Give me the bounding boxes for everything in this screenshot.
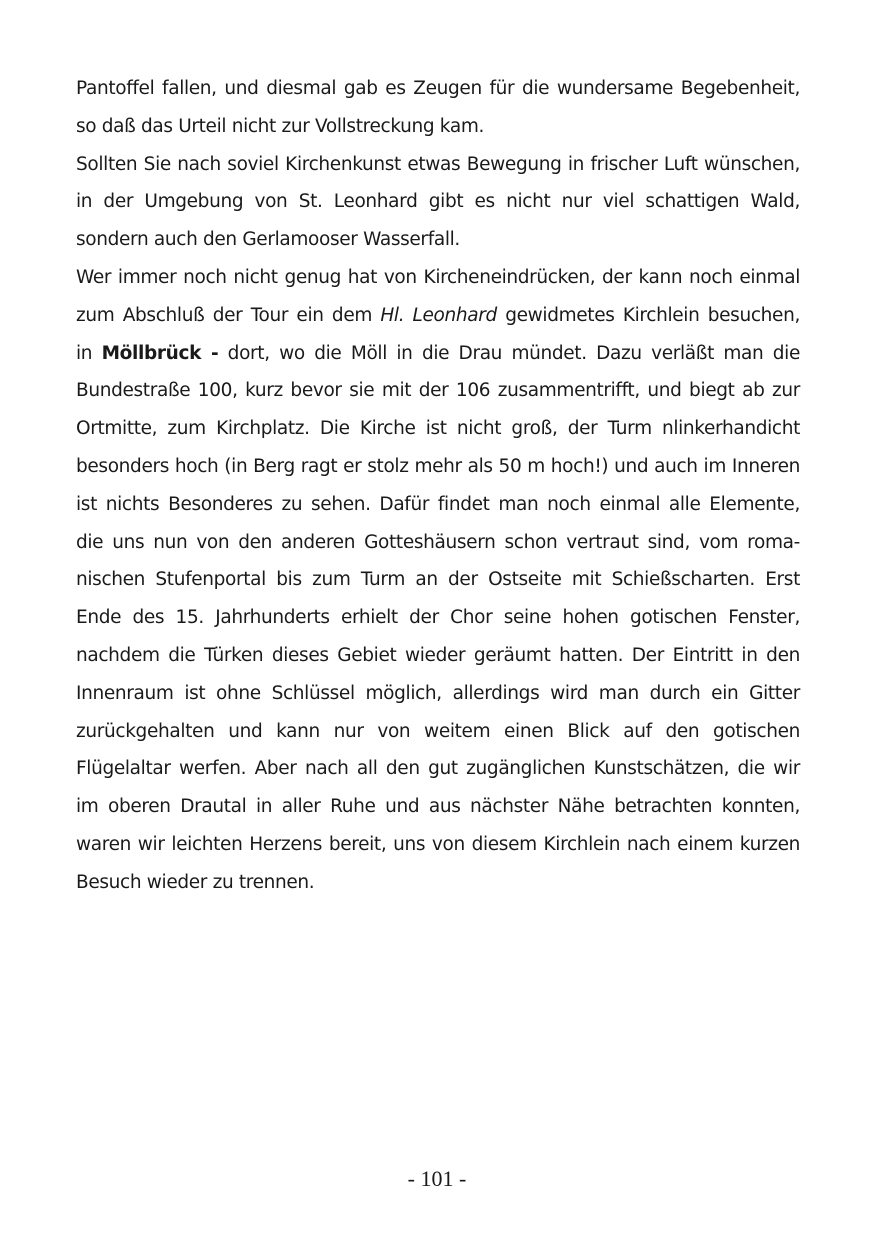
text-line: nachdem die Türken dieses Gebiet wieder geräumt hatten. Der Eintritt in den: [76, 644, 800, 666]
text-line: Besuch wieder zu trennen.: [76, 871, 315, 893]
text-segment: gewidmetes Kirchlein besuchen,: [496, 304, 800, 326]
text-line: Flügelaltar werfen. Aber nach all den gut zugänglichen Kunstschätzen, die wir: [76, 758, 800, 780]
text-line: sondern auch den Gerlamooser Wasserfall.: [76, 229, 460, 251]
paragraph-3: [76, 259, 800, 902]
text-line: Bundestraße 100, kurz bevor sie mit der 106 zusammentrifft, und biegt ab zur: [76, 380, 800, 402]
text-line: ist nichts Besonderes zu sehen. Dafür findet man noch einmal alle Elemente,: [76, 493, 800, 515]
text-line: Innenraum ist ohne Schlüssel möglich, allerdings wird man durch ein Gitter: [76, 682, 800, 704]
page-number: - 101 -: [407, 1166, 467, 1191]
body-text: [76, 70, 800, 902]
text-line: waren wir leichten Herzens bereit, uns von diesem Kirchlein nach einem kurzen: [76, 833, 800, 855]
text-line-with-bold: [76, 335, 800, 373]
paragraph-1: [76, 70, 800, 146]
text-line: zurückgehalten und kann nur von weitem einen Blick auf den gotischen: [76, 720, 800, 742]
text-line: im oberen Drautal in aller Ruhe und aus nächster Nähe betrachten konnten,: [76, 796, 800, 818]
text-line: Ortmitte, zum Kirchplatz. Die Kirche ist nicht groß, der Turm nlinkerhandicht: [76, 418, 800, 440]
text-segment: in: [76, 342, 102, 364]
text-segment: dort, wo die Möll in die Drau mündet. Dazu verläßt man die: [218, 342, 800, 364]
bold-place-name: Möllbrück -: [101, 342, 219, 364]
text-line: besonders hoch (in Berg ragt er stolz mehr als 50 m hoch!) und auch im Inneren: [76, 455, 800, 477]
paragraph-2: [76, 146, 800, 259]
text-line: Ende des 15. Jahrhunderts erhielt der Chor seine hohen gotischen Fenster,: [76, 607, 800, 629]
italic-name: Hl. Leonhard: [380, 304, 497, 326]
text-line: Sollten Sie nach soviel Kirchenkunst etwas Bewegung in frischer Luft wünschen,: [76, 153, 800, 175]
text-line: in der Umgebung von St. Leonhard gibt es nicht nur viel schattigen Wald,: [76, 191, 800, 213]
text-line: Wer immer noch nicht genug hat von Kircheneindrücken, der kann noch einmal: [76, 266, 800, 288]
text-line-with-italic: [76, 297, 800, 335]
text-line: nischen Stufenportal bis zum Turm an der Ostseite mit Schießscharten. Erst: [76, 569, 800, 591]
text-line: Pantoffel fallen, und diesmal gab es Zeugen für die wundersame Begebenheit,: [76, 78, 800, 99]
text-segment: zum Abschluß der Tour ein dem: [76, 304, 381, 326]
text-line: so daß das Urteil nicht zur Vollstreckung kam.: [76, 115, 485, 137]
text-line: die uns nun von den anderen Gotteshäusern schon vertraut sind, vom roma-: [76, 531, 800, 553]
